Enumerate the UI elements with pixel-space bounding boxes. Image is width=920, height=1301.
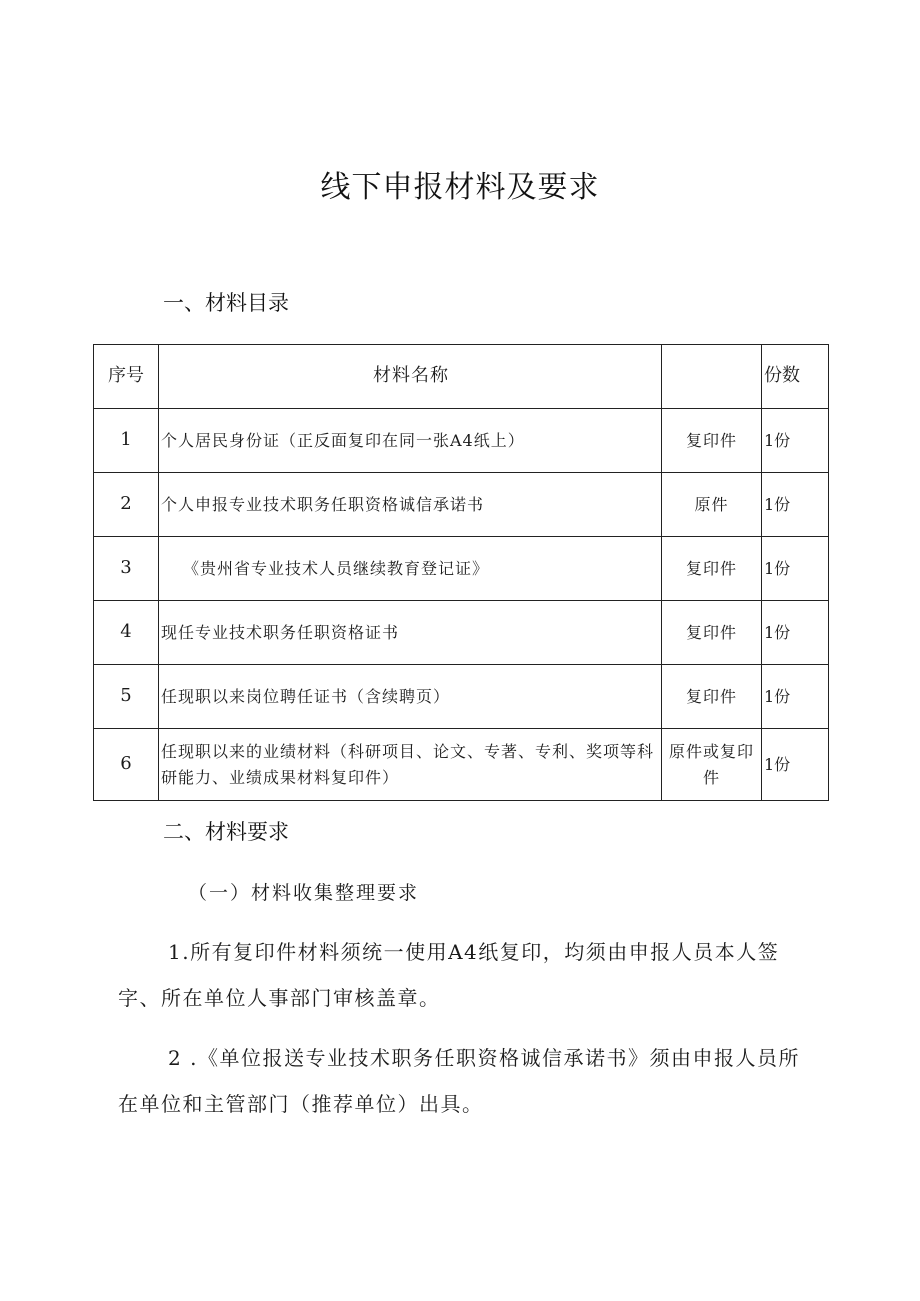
row-count: 1份 <box>762 729 829 801</box>
row-no: 1 <box>94 409 159 473</box>
subsection-heading: （一）材料收集整理要求 <box>188 882 420 904</box>
row-type: 原件 <box>662 473 762 537</box>
row-count: 1份 <box>762 473 829 537</box>
paragraph-1 <box>118 929 818 1021</box>
row-type: 原件或复印件 <box>662 729 762 801</box>
header-name: 材料名称 <box>159 345 662 409</box>
row-type: 复印件 <box>662 601 762 665</box>
table-header-row <box>94 345 829 409</box>
row-type: 复印件 <box>662 409 762 473</box>
row-name: 个人居民身份证（正反面复印在同一张A4纸上） <box>159 409 662 473</box>
table-row <box>94 601 829 665</box>
row-count: 1份 <box>762 601 829 665</box>
materials-table <box>93 344 829 801</box>
section-heading-requirements: 二、材料要求 <box>163 820 289 844</box>
header-no: 序号 <box>94 345 159 409</box>
row-name: 个人申报专业技术职务任职资格诚信承诺书 <box>159 473 662 537</box>
row-name: 任现职以来岗位聘任证书（含续聘页） <box>159 665 662 729</box>
paragraph-2 <box>118 1035 818 1127</box>
row-no: 2 <box>94 473 159 537</box>
row-name: 现任专业技术职务任职资格证书 <box>159 601 662 665</box>
table-row <box>94 665 829 729</box>
header-type <box>662 345 762 409</box>
table-row <box>94 537 829 601</box>
row-count: 1份 <box>762 665 829 729</box>
table-row <box>94 409 829 473</box>
row-type: 复印件 <box>662 665 762 729</box>
row-count: 1份 <box>762 409 829 473</box>
document-title: 线下申报材料及要求 <box>320 170 600 205</box>
row-name: 《贵州省专业技术人员继续教育登记证》 <box>159 537 662 601</box>
row-type: 复印件 <box>662 537 762 601</box>
paragraph-1-text: 1.所有复印件材料须统一使用A4纸复印，均须由申报人员本人签字、所在单位人事部门审核盖章。 <box>118 940 780 1010</box>
table-row <box>94 729 829 801</box>
header-count: 份数 <box>762 345 829 409</box>
row-count: 1份 <box>762 537 829 601</box>
paragraph-2-text: 2 .《单位报送专业技术职务任职资格诚信承诺书》须由申报人员所在单位和主管部门（推荐单位）出具。 <box>118 1046 800 1116</box>
row-name: 任现职以来的业绩材料（科研项目、论文、专著、专利、奖项等科研能力、业绩成果材料复印件） <box>159 729 662 801</box>
row-no: 6 <box>94 729 159 801</box>
row-no: 3 <box>94 537 159 601</box>
row-no: 5 <box>94 665 159 729</box>
section-heading-catalog: 一、材料目录 <box>163 291 289 315</box>
table-row <box>94 473 829 537</box>
row-no: 4 <box>94 601 159 665</box>
